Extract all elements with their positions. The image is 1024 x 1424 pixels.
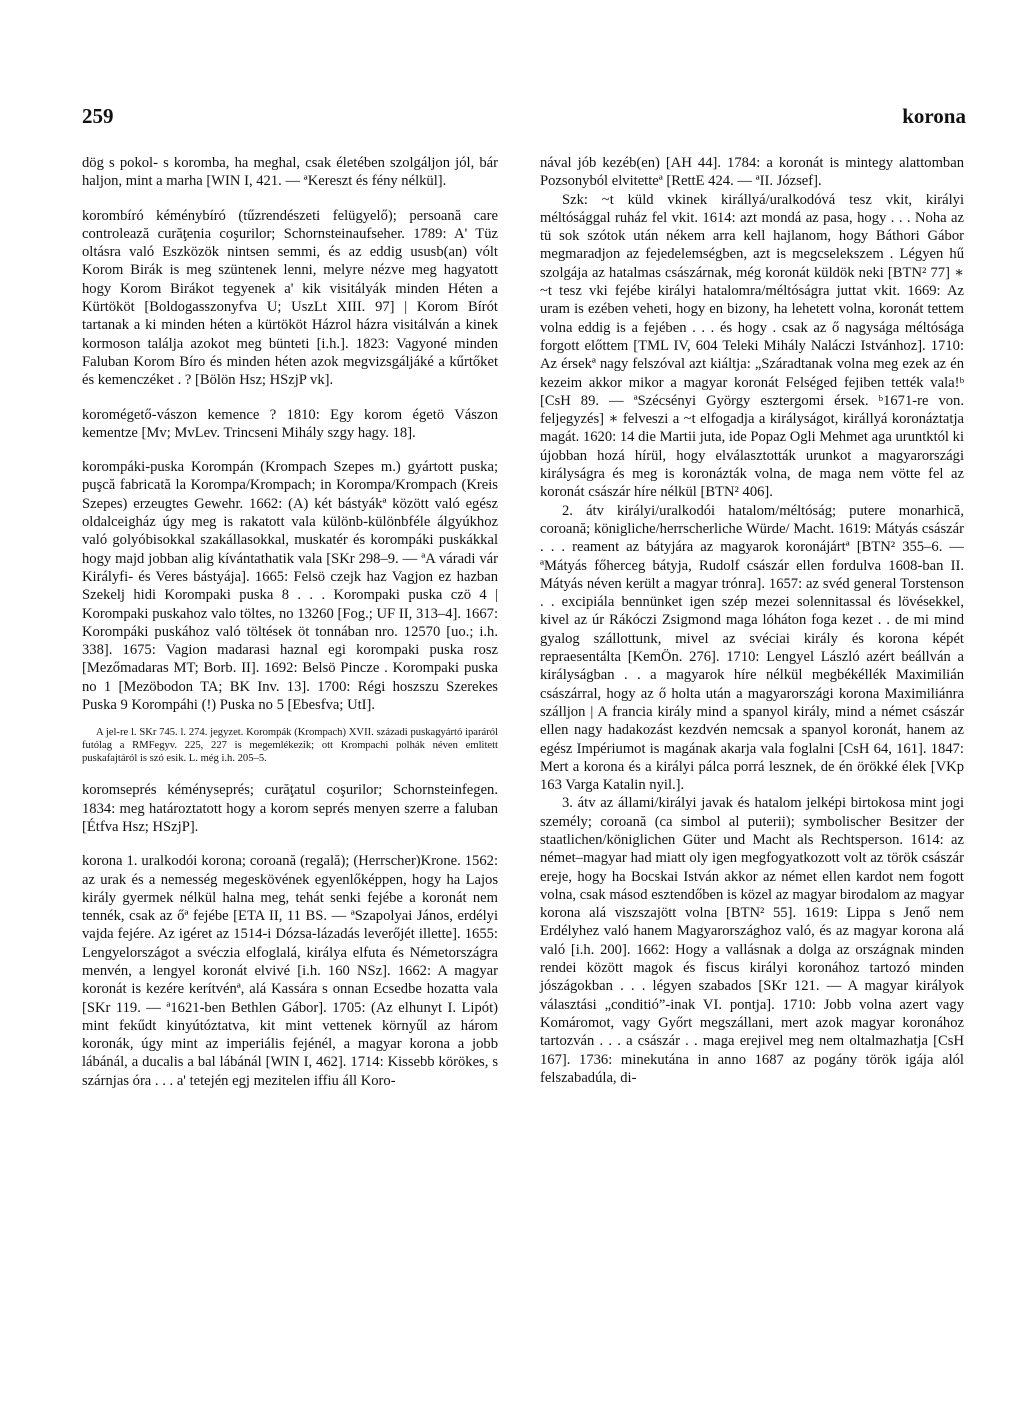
- footnote-korompaki: A jel-re l. SKr 745. l. 274. jegyzet. Korompák (Krompach) XVII. századi puskagyártó iparáról futólag a RMFegyv. 225, 227 is megemlékezik; ott Krompachi polhák néven emlitett puskafajtáról is szó esik. L. még i.h. 205–5.: [82, 727, 498, 765]
- entry-korompaki-puska: korompáki-puska Korompán (Krompach Szepes m.) gyártott puska; puşcă fabricată la Korompa/Krompach; in Korompa/Krompach (Kreis Szepes) erzeugtes Gewehr. 1662: (A) két bástyákª között való egész oldalceigház úgy meg is rakatott vala különb-különbféle álgyúkhoz való golyóbisokkal szakállasokkal, muskatér és korompáki puskákkal hogy majd jobban alig kívántathatik vala [SKr 298–9. — ªA váradi vár Királyfi- és Veres bástyája]. 1665: Felsö czejk haz Vagjon ez hazban Szekelj hidi Korompaki puska 8 . . . Korompaki puska czö 4 | Korompaki puskahoz valo töltes, no 13260 [Fog.; UF II, 313–4]. 1667: Korompáki puskához való töltések öt tonnában nro. 12570 [uo.; i.h. 338]. 1675: Vagion madarasi haznal egi korompaki puska rosz [Mezőmadaras MT; Borb. II]. 1692: Belsö Pincze . Korompaki puska no 1 [Mezöbodon TA; BK Inv. 13]. 1700: Régi hoszszu Szerekes Puska 9 Korompáhi (!) Puska no 5 [Ebesfva; UtI].: [82, 459, 498, 714]
- page-header: [82, 104, 966, 134]
- entry-koromegeto-vaszon: koromégető-vászon kemence ? 1810: Egy korom égetö Vászon kementze [Mv; MvLev. Trincseni Mihály szgy hagy. 18].: [82, 406, 498, 441]
- running-head: korona: [902, 104, 966, 128]
- entry-korona-continuation: nával jób kezéb(en) [AH 44]. 1784: a koronát is mintegy alattomban Pozsonyból elvitetteª [RettE 424. — ªII. József].: [540, 155, 964, 190]
- entry-korona-3: 3. átv az állami/királyi javak és hatalom jelképi birtokosa mint jogi személy; coroană (ca simbol al puterii); symbolischer Besitzer der staatlichen/königlichen Güter und Macht als Rechtsperson. 1614: az német–magyar had miatt oly igen megfogyatkozott volt az török császár ereje, hogy ha Bocskai István akkor az német ellen kardot nem fogott volna, csak másod esztendőben is közel az magyar birodalom az magyar korona alá viszszajött volna [BTN² 55]. 1619: Lippa s Jenő nem Erdélyhez való hanem Magyarországhoz való, és az magyar korona alá való [i.h. 200]. 1662: Hogy a vallásnak a dolga az országnak minden rendei között magok és fiscus királyi koronához tartozó minden jószágokban . . . légyen szabados [SKr 121. — A magyar királyok választási „conditió”-inak VI. pontja]. 1710: Jobb volna azert vagy Komáromot, vagy Győrt megszállani, mert azok magyar koronához tartozván . . . a császár . . maga erejivel meg nem oltalmazhatja [CsH 167]. 1736: minekutána in anno 1687 az pogány török igája alól felszabadúla, di-: [540, 795, 964, 1086]
- entry-dog-continuation: dög s pokol- s koromba, ha meghal, csak életében szolgáljon jól, bár haljon, mint a marha [WIN I, 421. — ªKereszt és fény nélkül].: [82, 155, 498, 190]
- entry-korona-1: korona 1. uralkodói korona; coroană (regală); (Herrscher)Krone. 1562: az urak és a nemesség megeskövének egyenlőképpen, hogy ha Lajos király gyermek nélkül halna meg, tehát senki fejébe a koronát nem tennék, csak az őª fejébe [ETA II, 11 BS. — ªSzapolyai János, erdélyi vajda fejére. Az igéret az 1514-i Dózsa-lázadás leverőjét illette]. 1655: Lengyelországot a svéczia elfoglalá, királya elfuta és Németországra menvén, a lengyel koronát elvivé [i.h. 160 NSz]. 1662: A magyar koronát is kezére kerítvénª, alá Kassára s onnan Ecsedbe hozatta vala [SKr 119. — ª1621-ben Bethlen Gábor]. 1705: (Az elhunyt I. Lipót) mint fekűdt kinyútóztatva, kit mint vettenek környűl az három koronák, úgy mint az imperiális fejénél, a magyar korona a jobb lábánál, a ducalis a bal lábánál [WIN I, 462]. 1714: Kissebb körökes, s szárnjas óra . . . a' tetején egj mezitelen iffiu áll Koro-: [82, 853, 498, 1089]
- entry-koromsepres: koromseprés kéményseprés; curăţatul coşurilor; Schornsteinfegen. 1834: meg határoztatott hogy a korom seprés menyen szerre a faluban [Étfva Hsz; HSzjP].: [82, 782, 498, 835]
- right-column: [540, 154, 964, 1087]
- left-column: [82, 154, 498, 1090]
- page-number: 259: [82, 104, 114, 128]
- entry-korombiro: korombíró kéménybíró (tűzrendészeti felügyelő); persoană care controlează curăţenia coşurilor; Schornsteinaufseher. 1789: A' Tüz oltásra való Eszközök nintsen semmi, és az eddig ususb(an) vólt Korom Birák is meg szüntenek lenni, melyre nézve meg hagyatott hogy Korom Birákot tegyenek a' kik visitályák minden Héten a Kürtököt [Boldogasszonyfva U; UszLt XIII. 97] | Korom Bírót tartanak a ki minden héten a kürtököt Házrol házra visitálván a kinek kormoson találja azokot meg bünteti [i.h.]. 1823: Vagyoné minden Faluban Korom Bíro és minden héten azok megvizsgáljáké a kűrtőket és kemenczéket . ? [Bölön Hsz; HSzjP vk].: [82, 207, 498, 389]
- entry-korona-szk: Szk: ~t küld vkinek királlyá/uralkodóvá tesz vkit, királyi méltósággal ruház fel vkit. 1614: azt mondá az pasa, hogy . . . Noha az tü sok szótok után nékem arra kell hajlanom, hogy Báthori Gábor megmaradjon az fejedelemségben, azt is megcselekszem . Légyen hű szolgája az hatalmas császárnak, még koronát küldök neki [BTN² 77] ∗ ~t tesz vki fejébe királyi hatalomra/méltóságra juttat vkit. 1669: Az uram is ezében veheti, hogy en bizony, ha lehetett volna, koronát tettem volna eddig is a fejében . . . és hogy . csak az ő nagysága méltósága forgott előttem [TML IV, 604 Teleki Mihály Naláczi Istvánhoz]. 1710: Az érsekª nagy felszóval azt kiáltja: „Száradtanak volna meg ezek az én kezeim akkor mikor a magyar koronát Felséged fejiben tették vala!ᵇ [CsH 89. — ªSzécsényi György esztergomi érsek. ᵇ1671-re von. feljegyzés] ∗ felveszi a ~t elfogadja a királyságot, királlyá koronáztatja magát. 1620: 14 die Martii juta, ide Popaz Ogli Mehmet aga uruntktól ki újobban hozá hírül, hogy elválasztották urunkot a magyarországi királyságra és meg is koronázták volna, de maga nem vötte fel az koronát császár híre nélkül [BTN² 406].: [540, 191, 964, 501]
- entry-korona-2: 2. átv királyi/uralkodói hatalom/méltóság; putere monarhică, coroană; königliche/herrscherliche Würde/ Macht. 1619: Mátyás császár . . . reament az bátyjára az magyarok koronájártª [BTN² 355–6. — ªMátyás főherceg bátyja, Rudolf császár ellen fordulva 1608-ban II. Mátyás néven került a magyar trónra]. 1657: az svéd general Torstenson . . excipiála bennünket igen szép mezei solennitassal és lövésekkel, kivel az úr Rákóczi Zsigmond maga lóháton foga kezet . . de mi mind gyalog szállottunk, mivel az svéciai király és korona képét repraesentálta [KemÖn. 276]. 1710: Lengyel László azért beállván a királyságban . . a magyarok híre nélkül megbékéllék Maximilián császárral, hogy az ő holta után a magyarországi korona Maximiliánra szálljon | A francia király mind a spanyol király, mind a német császár ellen nagy hadakozást kezdvén nemcsak a spanyol koronát, hanem az egész Impériumot is magának akarja vala foglalni [CsH 64, 161]. 1847: Mert a korona és a királyi pálca porrá lesznek, de én örökké élek [VKp 163 Varga Katalin nyil.].: [540, 502, 964, 794]
